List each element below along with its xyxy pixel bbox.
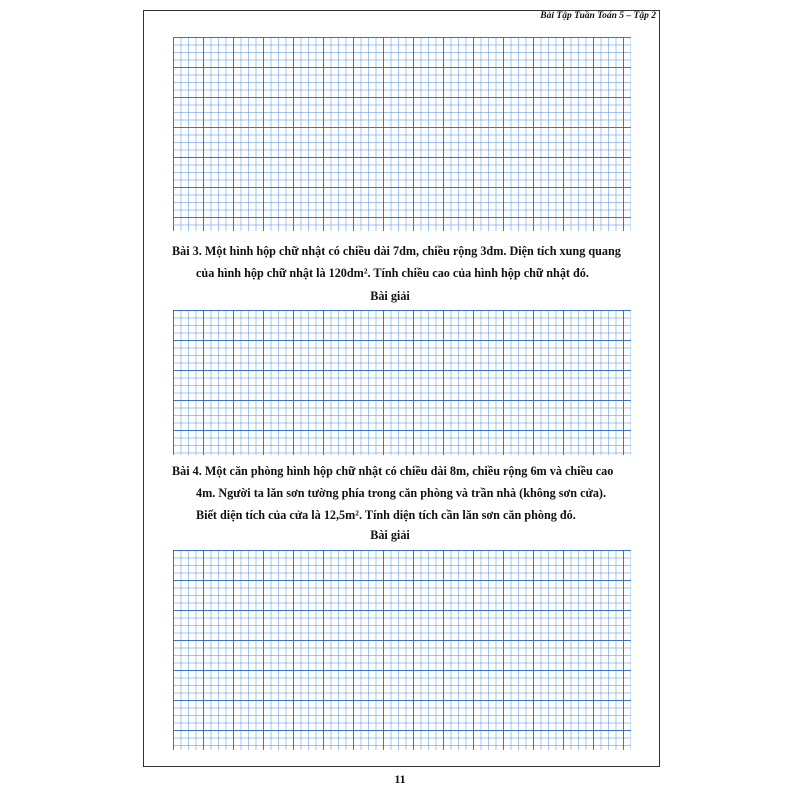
problem-3-line-2: của hình hộp chữ nhật là 120dm². Tính chiều cao của hình hộp chữ nhật đó.	[196, 266, 589, 280]
answer-grid-problem-4	[173, 550, 631, 750]
solution-label-3: Bài giải	[370, 289, 410, 303]
problem-3	[172, 240, 621, 284]
page-number: 11	[394, 772, 406, 786]
solution-label-4: Bài giải	[370, 528, 410, 542]
problem-4-line-2: 4m. Người ta lăn sơn tường phía trong căn phòng và trần nhà (không sơn cửa).	[196, 486, 607, 500]
problem-3-line-1: Bài 3. Một hình hộp chữ nhật có chiều dài 7dm, chiều rộng 3dm. Diện tích xung quang	[172, 244, 621, 258]
problem-4-line-1: Bài 4. Một căn phòng hình hộp chữ nhật có chiều dài 8m, chiều rộng 6m và chiều cao	[172, 464, 614, 478]
problem-4-line-3: Biết diện tích của cửa là 12,5m². Tính diện tích cần lăn sơn căn phòng đó.	[196, 508, 576, 522]
problem-4	[172, 460, 613, 526]
running-header: Bài Tập Tuần Toán 5 – Tập 2	[540, 11, 656, 21]
answer-grid-top	[173, 37, 631, 231]
answer-grid-problem-3	[173, 310, 631, 455]
